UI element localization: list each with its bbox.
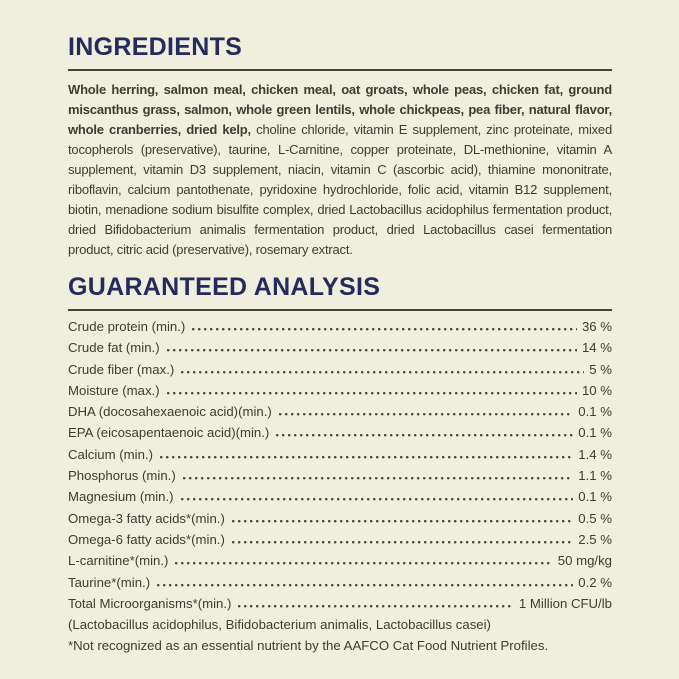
aafco-footnote: *Not recognized as an essential nutrient by the AAFCO Cat Food Nutrient Profiles.	[68, 638, 549, 654]
analysis-row-label: Total Microorganisms*(min.)	[68, 595, 232, 611]
analysis-table	[68, 316, 612, 614]
analysis-row	[68, 337, 612, 358]
analysis-row-label: DHA (docosahexaenoic acid)(min.)	[68, 404, 272, 420]
analysis-row-value: 0.5 %	[578, 510, 612, 526]
analysis-row-label: L-carnitine*(min.)	[68, 553, 169, 569]
analysis-row-value: 36 %	[581, 319, 612, 334]
analysis-row-label: Moisture (max.)	[68, 382, 160, 398]
dotted-leader	[279, 411, 574, 416]
analysis-row-label: Crude protein (min.)	[68, 319, 186, 334]
dotted-leader	[167, 390, 577, 395]
analysis-row	[68, 380, 612, 401]
analysis-row-label: Taurine*(min.)	[68, 574, 151, 590]
dotted-leader	[238, 603, 514, 608]
analysis-divider	[68, 309, 612, 311]
analysis-row-value: 0.2 %	[578, 574, 612, 590]
analysis-row	[68, 422, 612, 443]
analysis-row	[68, 316, 612, 337]
ingredients-secondary-list: choline chloride, vitamin E supplement, zinc proteinate, mixed tocopherols (preservative), taurine, L-Carnitine, copper proteinate, DL-methionine, vitamin A supplement, vitamin D3 supplement, niacin, vitamin C (ascorbic acid), thiamine mononitrate, riboflavin, calcium pantothenate, pyridoxine hydrochloride, folic acid, vitamin B12 supplement, biotin, menadione sodium bisulfite complex, dried Lactobacillus acidophilus fermentation product, dried Bifidobacterium animalis fermentation product, dried Lactobacillus casei fermentation product, citric acid (preservative), rosemary extract.	[68, 122, 612, 257]
guaranteed-analysis-section	[68, 274, 612, 657]
analysis-row-label: Omega-3 fatty acids*(min.)	[68, 510, 225, 526]
dotted-leader	[181, 369, 584, 374]
analysis-row	[68, 486, 612, 507]
dotted-leader	[276, 432, 573, 437]
analysis-row	[68, 550, 612, 571]
ingredients-primary-list: Whole herring, salmon meal, chicken meal, oat groats, whole peas, chicken fat, ground miscanthus grass, salmon, whole green lentils, whole chickpeas, pea fiber, natural flavor, whole cranberries, dried kelp,	[68, 82, 612, 137]
ingredients-section	[68, 34, 612, 260]
analysis-row	[68, 359, 612, 380]
dotted-leader	[167, 347, 577, 352]
analysis-row	[68, 508, 612, 529]
dotted-leader	[183, 475, 574, 480]
analysis-row-value: 2.5 %	[578, 531, 612, 547]
analysis-row	[68, 444, 612, 465]
analysis-row-label: Omega-6 fatty acids*(min.)	[68, 531, 225, 547]
analysis-row-label: Magnesium (min.)	[68, 489, 174, 505]
analysis-row-value: 50 mg/kg	[557, 553, 612, 569]
dotted-leader	[181, 496, 574, 501]
analysis-row-label: Crude fat (min.)	[68, 340, 160, 356]
analysis-row-value: 0.1 %	[578, 489, 612, 505]
analysis-row	[68, 465, 612, 486]
analysis-row-value: 10 %	[581, 382, 612, 398]
analysis-row-value: 5 %	[589, 361, 612, 377]
dotted-leader	[157, 582, 573, 587]
microorganisms-detail: (Lactobacillus acidophilus, Bifidobacterium animalis, Lactobacillus casei)	[68, 617, 491, 633]
analysis-row-label: Calcium (min.)	[68, 446, 153, 462]
analysis-row	[68, 401, 612, 422]
analysis-row-label: EPA (eicosapentaenoic acid)(min.)	[68, 425, 270, 441]
analysis-row-label: Crude fiber (max.)	[68, 361, 175, 377]
analysis-row-value: 1.1 %	[578, 468, 612, 484]
dotted-leader	[232, 518, 573, 523]
analysis-row	[68, 572, 612, 593]
guaranteed-analysis-title: GUARANTEED ANALYSIS	[68, 273, 381, 301]
dotted-leader	[160, 454, 573, 459]
analysis-row	[68, 593, 612, 614]
analysis-row-value: 0.1 %	[578, 404, 612, 420]
analysis-row-value: 14 %	[581, 340, 612, 356]
analysis-row-value: 1.4 %	[578, 446, 612, 462]
analysis-row	[68, 529, 612, 550]
ingredients-divider	[68, 69, 612, 71]
dotted-leader	[232, 539, 573, 544]
ingredients-paragraph	[68, 80, 612, 260]
analysis-row-value: 0.1 %	[578, 425, 612, 441]
analysis-row-value: 1 Million CFU/lb	[518, 595, 612, 611]
analysis-row-label: Phosphorus (min.)	[68, 468, 176, 484]
ingredients-title: INGREDIENTS	[68, 33, 243, 61]
dotted-leader	[175, 560, 552, 565]
dotted-leader	[192, 326, 577, 331]
